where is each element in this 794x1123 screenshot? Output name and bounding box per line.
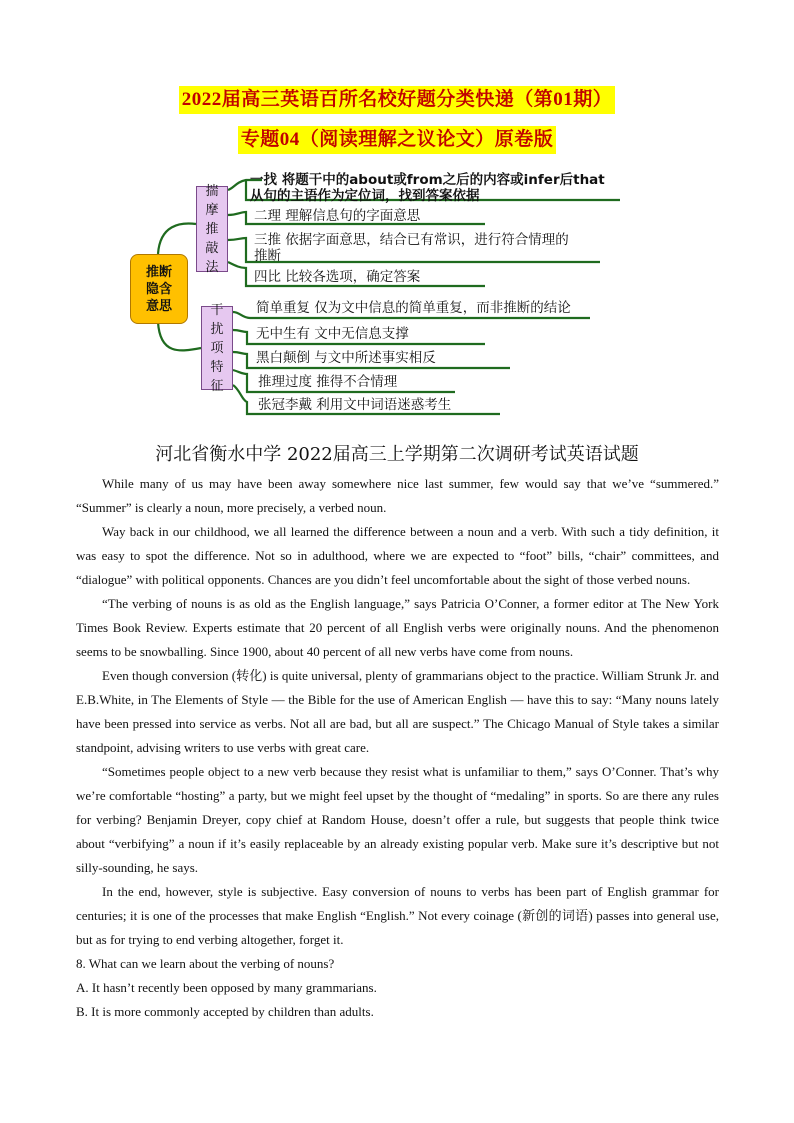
lower-item-4: 推理过度 推得不合情理	[258, 374, 398, 390]
upper-item-2: 二理 理解信息句的字面意思	[254, 208, 421, 224]
upper-item-3: 三推 依据字面意思，结合已有常识，进行符合情理的 推断	[254, 232, 569, 264]
option-a: A. It hasn’t recently been opposed by many grammarians.	[76, 980, 377, 995]
paragraph: Even though conversion (转化) is quite universal, plenty of grammarians object to the practice. William Strunk Jr. and E.B.White, in The Elements of Style — the Bible for the use of American English — have this to say: “Many nouns lately have been pressed into service as verbs. Not all are bad, but all are suspect.” The Chicago Manual of Style takes a similar standpoint, advising writers to use verbs with great care.	[76, 668, 719, 755]
connector-lower	[158, 322, 201, 350]
center-node: 推断 隐含 意思	[130, 254, 188, 324]
title-line-2	[0, 126, 794, 154]
mind-map	[0, 160, 794, 420]
upper-branch-node: 揣 摩 推 敲 法	[196, 186, 228, 272]
connector-upper	[158, 224, 196, 254]
paragraph: “Sometimes people object to a new verb because they resist what is unfamiliar to them,” says O’Conner. That’s why we’re comfortable “hosting” a party, but we might feel upset by the thought of “medaling” in sports. So are there any rules for verbing? Benjamin Dreyer, copy chief at Random House, doesn’t offer a rule, but suggests that people think twice about “verbifying” a noun if it’s easily replaceable by an already existing popular verb. Make sure it’s descriptive but not silly-sounding, he says.	[76, 764, 719, 875]
lower-item-2: 无中生有 文中无信息支撑	[256, 326, 409, 342]
upper-item-4: 四比 比较各选项，确定答案	[254, 269, 421, 285]
lower-branch-node: 干 扰 项 特 征	[201, 306, 233, 390]
question-stem: 8. What can we learn about the verbing of nouns?	[76, 956, 335, 971]
paragraph: While many of us may have been away somewhere nice last summer, few would say that we’ve “summered.” “Summer” is clearly a noun, more precisely, a verbed noun.	[76, 476, 719, 515]
document-title: 河北省衡水中学 2022届高三上学期第二次调研考试英语试题	[155, 444, 639, 465]
title-line-1-text: 2022届高三英语百所名校好题分类快递（第01期）	[179, 86, 616, 114]
upper-item-1: 一找 将题干中的about或from之后的内容或infer后that 从句的主语作为定位词，找到答案依据	[250, 172, 605, 204]
lower-item-5: 张冠李戴 利用文中词语迷惑考生	[258, 397, 452, 413]
paragraph: In the end, however, style is subjective. Easy conversion of nouns to verbs has been part of English grammar for centuries; it is one of the processes that make English “English.” Not every coinage (新创的词语) passes into general use, but as for trying to end verbing altogether, forget it.	[76, 884, 719, 947]
lower-item-1: 简单重复 仅为文中信息的简单重复，而非推断的结论	[256, 300, 571, 316]
paragraph: “The verbing of nouns is as old as the English language,” says Patricia O’Conner, a former editor at The New York Times Book Review. Experts estimate that 20 percent of all English verbs were originally nouns. And the phenomenon seems to be snowballing. Since 1900, about 40 percent of all new verbs have come from nouns.	[76, 596, 719, 659]
lower-item-3: 黑白颠倒 与文中所述事实相反	[256, 350, 436, 366]
title-line-1	[0, 86, 794, 114]
paragraph: Way back in our childhood, we all learned the difference between a noun and a verb. With such a tidy definition, it was easy to spot the difference. Not so in adulthood, where we are expected to “foot” bills, “chair” committees, and “dialogue” with political opponents. Chances are you didn’t feel uncomfortable about the sight of those verbed nouns.	[76, 524, 719, 587]
title-line-2-text: 专题04（阅读理解之议论文）原卷版	[238, 126, 557, 154]
article-body	[76, 472, 719, 1024]
option-b: B. It is more commonly accepted by children than adults.	[76, 1004, 374, 1019]
